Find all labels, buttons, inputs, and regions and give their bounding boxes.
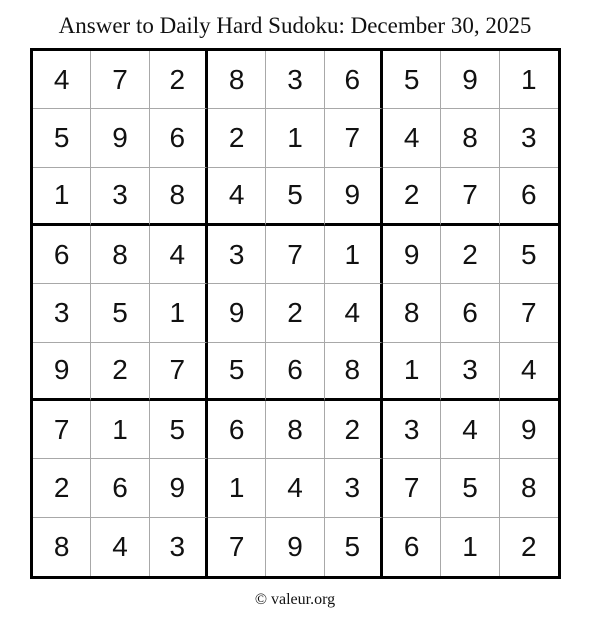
sudoku-cell-r3-c6: 9 [325, 168, 383, 226]
page-title: Answer to Daily Hard Sudoku: December 30, 2025 [58, 13, 532, 38]
sudoku-cell-r3-c7: 2 [383, 168, 441, 226]
sudoku-cell-r6-c6: 8 [325, 343, 383, 401]
sudoku-cell-r3-c2: 3 [91, 168, 149, 226]
copyright-footer: © valeur.org [254, 591, 336, 608]
sudoku-cell-r2-c3: 6 [150, 109, 208, 167]
sudoku-cell-r2-c2: 9 [91, 109, 149, 167]
sudoku-cell-r4-c4: 3 [208, 226, 266, 284]
sudoku-cell-r7-c7: 3 [383, 401, 441, 459]
sudoku-cell-r9-c4: 7 [208, 518, 266, 576]
sudoku-cell-r2-c4: 2 [208, 109, 266, 167]
sudoku-cell-r9-c1: 8 [33, 518, 91, 576]
sudoku-cell-r8-c6: 3 [325, 459, 383, 517]
sudoku-cell-r7-c5: 8 [266, 401, 324, 459]
sudoku-cell-r6-c3: 7 [150, 343, 208, 401]
sudoku-cell-r3-c1: 1 [33, 168, 91, 226]
sudoku-cell-r5-c3: 1 [150, 284, 208, 342]
sudoku-cell-r7-c1: 7 [33, 401, 91, 459]
sudoku-cell-r4-c9: 5 [500, 226, 558, 284]
sudoku-cell-r5-c4: 9 [208, 284, 266, 342]
sudoku-cell-r8-c1: 2 [33, 459, 91, 517]
sudoku-cell-r5-c1: 3 [33, 284, 91, 342]
sudoku-cell-r1-c7: 5 [383, 51, 441, 109]
sudoku-cell-r9-c8: 1 [441, 518, 499, 576]
sudoku-cell-r2-c1: 5 [33, 109, 91, 167]
sudoku-cell-r1-c5: 3 [266, 51, 324, 109]
sudoku-cell-r3-c5: 5 [266, 168, 324, 226]
sudoku-cell-r8-c2: 6 [91, 459, 149, 517]
sudoku-cell-r7-c8: 4 [441, 401, 499, 459]
sudoku-cell-r6-c4: 5 [208, 343, 266, 401]
sudoku-cell-r9-c6: 5 [325, 518, 383, 576]
sudoku-cell-r4-c6: 1 [325, 226, 383, 284]
sudoku-cell-r4-c1: 6 [33, 226, 91, 284]
sudoku-cell-r8-c9: 8 [500, 459, 558, 517]
sudoku-cell-r6-c7: 1 [383, 343, 441, 401]
sudoku-cell-r4-c7: 9 [383, 226, 441, 284]
sudoku-cell-r8-c7: 7 [383, 459, 441, 517]
sudoku-cell-r2-c8: 8 [441, 109, 499, 167]
sudoku-cell-r9-c5: 9 [266, 518, 324, 576]
sudoku-cell-r2-c9: 3 [500, 109, 558, 167]
sudoku-cell-r5-c6: 4 [325, 284, 383, 342]
sudoku-cell-r6-c2: 2 [91, 343, 149, 401]
sudoku-cell-r6-c5: 6 [266, 343, 324, 401]
sudoku-cell-r1-c1: 4 [33, 51, 91, 109]
sudoku-cell-r3-c4: 4 [208, 168, 266, 226]
sudoku-cell-r1-c4: 8 [208, 51, 266, 109]
sudoku-cell-r4-c5: 7 [266, 226, 324, 284]
sudoku-board [30, 48, 561, 579]
sudoku-cell-r6-c8: 3 [441, 343, 499, 401]
sudoku-cell-r3-c3: 8 [150, 168, 208, 226]
sudoku-cell-r3-c8: 7 [441, 168, 499, 226]
sudoku-cell-r1-c8: 9 [441, 51, 499, 109]
sudoku-cell-r9-c2: 4 [91, 518, 149, 576]
sudoku-cell-r6-c9: 4 [500, 343, 558, 401]
sudoku-cell-r7-c3: 5 [150, 401, 208, 459]
sudoku-cell-r4-c8: 2 [441, 226, 499, 284]
sudoku-cell-r4-c3: 4 [150, 226, 208, 284]
sudoku-cell-r8-c4: 1 [208, 459, 266, 517]
sudoku-cell-r2-c7: 4 [383, 109, 441, 167]
sudoku-cell-r7-c9: 9 [500, 401, 558, 459]
sudoku-cell-r9-c9: 2 [521, 530, 537, 562]
sudoku-cell-r2-c5: 1 [266, 109, 324, 167]
sudoku-cell-r8-c3: 9 [150, 459, 208, 517]
sudoku-cell-r5-c7: 8 [383, 284, 441, 342]
sudoku-cell-r8-c8: 5 [441, 459, 499, 517]
sudoku-cell-r9-c3: 3 [150, 518, 208, 576]
sudoku-cell-r6-c1: 9 [33, 343, 91, 401]
sudoku-cell-r5-c9: 7 [500, 284, 558, 342]
sudoku-cell-r5-c5: 2 [266, 284, 324, 342]
sudoku-cell-r8-c5: 4 [266, 459, 324, 517]
sudoku-cell-r7-c2: 1 [91, 401, 149, 459]
sudoku-cell-r3-c9: 6 [500, 168, 558, 226]
sudoku-cell-r5-c2: 5 [91, 284, 149, 342]
sudoku-cell-r9-c7: 6 [383, 518, 441, 576]
sudoku-cell-r7-c6: 2 [325, 401, 383, 459]
sudoku-cell-r1-c9: 1 [500, 51, 558, 109]
sudoku-cell-r5-c8: 6 [441, 284, 499, 342]
sudoku-cell-r1-c6: 6 [325, 51, 383, 109]
sudoku-cell-r1-c3: 2 [150, 51, 208, 109]
sudoku-cell-r7-c4: 6 [208, 401, 266, 459]
sudoku-cell-r2-c6: 7 [325, 109, 383, 167]
sudoku-cell-r4-c2: 8 [91, 226, 149, 284]
sudoku-cell-r1-c2: 7 [91, 51, 149, 109]
